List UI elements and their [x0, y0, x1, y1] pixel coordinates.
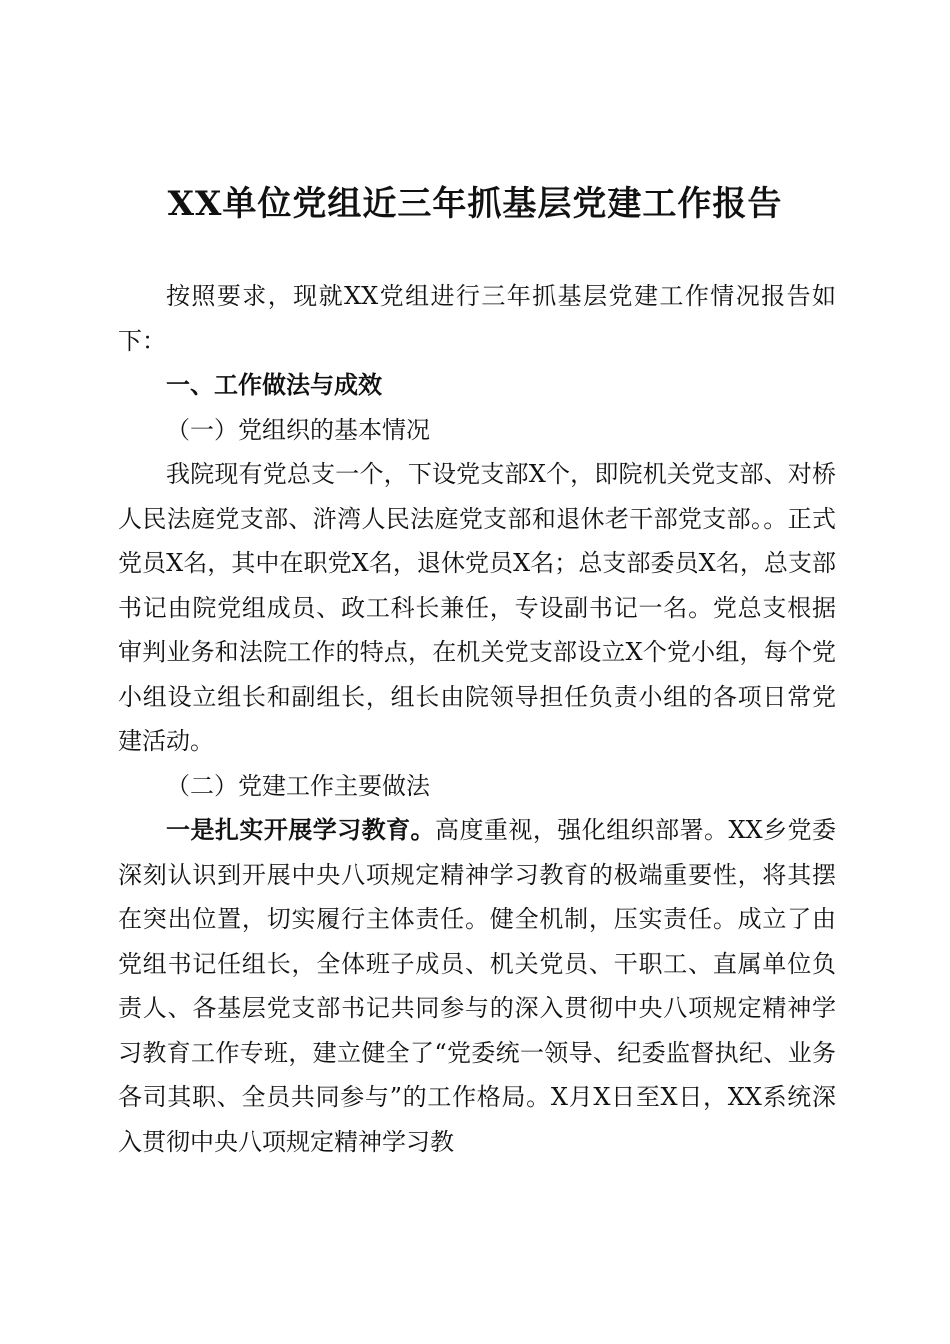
document-body [118, 274, 836, 1164]
paragraph-lead-text: 一是扎实开展学习教育。 [166, 815, 436, 844]
paragraph-body-text: 高度重视，强化组织部署。XX乡党委深刻认识到开展中央八项规定精神学习教育的极端重要性，将其摆在突出位置，切实履行主体责任。健全机制，压实责任。成立了由党组书记任组长，全体班子成员、机关党员、干职工、直属单位负责人、各基层党支部书记共同参与的深入贯彻中央八项规定精神学习教育工作专班，建立健全了“党委统一领导、纪委监督执纪、业务各司其职、全员共同参与”的工作格局。X月X日至X日，XX系统深入贯彻中央八项规定精神学习教 [118, 816, 837, 1156]
document-title: XX单位党组近三年抓基层党建工作报告 [167, 184, 783, 224]
subsection-heading-1: （一）党组织的基本情况 [166, 415, 430, 444]
section-heading-1: 一、工作做法与成效 [166, 371, 382, 399]
subsection-1-paragraph: 我院现有党总支一个，下设党支部X个，即院机关党支部、对桥人民法庭党支部、浒湾人民法庭党支部和退休老干部党支部。。正式党员X名，其中在职党X名，退休党员X名；总支部委员X名，总支部书记由院党组成员、政工科长兼任，专设副书记一名。党总支根据审判业务和法院工作的特点，在机关党支部设立X个党小组，每个党小组设立组长和副组长，组长由院领导担任负责小组的各项日常党建活动。 [118, 460, 836, 755]
subsection-2-paragraph [118, 808, 836, 1164]
subsection-heading-2: （二）党建工作主要做法 [166, 771, 430, 800]
intro-paragraph: 按照要求，现就XX党组进行三年抓基层党建工作情况报告如下： [118, 282, 836, 355]
